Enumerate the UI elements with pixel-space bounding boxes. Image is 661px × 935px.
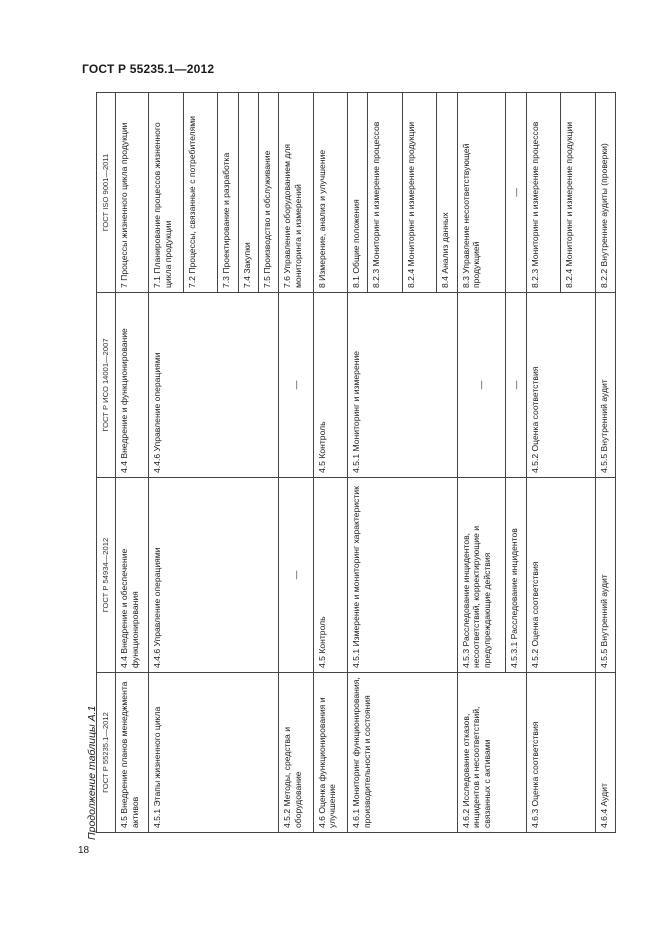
cell-9001: 8.2.2 Внутренние аудиты (проверки): [595, 93, 615, 293]
cell-9001: 8.1 Общие положения: [348, 93, 368, 293]
rotated-table-container: [96, 93, 616, 833]
cell-9001: 8.2.3 Мониторинг и измерение процессов: [526, 93, 560, 293]
page-number: 18: [78, 845, 90, 856]
table-header-row: [97, 93, 116, 833]
cell-54934: 4.5.5 Внутренний аудит: [595, 478, 615, 673]
cell-54934: 4.5.1 Измерение и мониторинг характеристик: [348, 478, 458, 673]
cell-9001: 8.2.3 Мониторинг и измерение процессов: [368, 93, 402, 293]
cell-14001: —: [457, 293, 506, 478]
cell-14001: 4.5.5 Внутренний аудит: [595, 293, 615, 478]
table-row: [279, 93, 313, 833]
cell-54934: 4.5.3 Расследование инцидентов, несоответствий, корректирующие и предупреждающие действия: [457, 478, 506, 673]
table-caption: Продолжение таблицы А.1: [86, 705, 98, 840]
cell-14001: 4.5.2 Оценка соответствия: [526, 293, 595, 478]
cell-55235: 4.6.3 Оценка соответствия: [526, 673, 595, 833]
header-iso-14001: ГОСТ Р ИСО 14001—2007: [97, 293, 116, 478]
table-row: [149, 93, 183, 833]
cell-55235: 4.5.1 Этапы жизненного цикла: [149, 673, 279, 833]
cell-55235: 4.6.2 Исследование отказов, инцидентов и несоответствий, связанных с активами: [457, 673, 526, 833]
cell-9001: 7.2 Процессы, связанные с потребителями: [183, 93, 217, 293]
cell-9001: 8.3 Управление несоответствующей продукцией: [457, 93, 506, 293]
cell-14001: —: [506, 293, 526, 478]
cell-54934: 4.4.6 Управление операциями: [149, 478, 279, 673]
header-gost-55235: ГОСТ Р 55235.1—2012: [97, 673, 116, 833]
cell-54934: —: [279, 478, 313, 673]
cell-9001: 7.4 Закупки: [238, 93, 258, 293]
header-iso-9001: ГОСТ ISO 9001—2011: [97, 93, 116, 293]
cell-9001: —: [506, 93, 526, 293]
cell-9001: 7 Процессы жизненного цикла продукции: [116, 93, 149, 293]
cell-9001: 8 Измерение, анализ и улучшение: [313, 93, 347, 293]
cell-9001: 7.1 Планирование процессов жизненного цикла продукции: [149, 93, 183, 293]
table-row: [526, 93, 560, 833]
cell-54934: 4.4 Внедрение и обеспечение функционирования: [116, 478, 149, 673]
cell-9001: 7.6 Управление оборудованием для мониторинга и измерений: [279, 93, 313, 293]
table-row: [457, 93, 506, 833]
cell-14001: 4.5.1 Мониторинг и измерение: [348, 293, 458, 478]
cell-9001: 7.5 Производство и обслуживание: [258, 93, 278, 293]
cell-54934: 4.5.2 Оценка соответствия: [526, 478, 595, 673]
cell-55235: 4.6.1 Мониторинг функционирования, производительности и состояния: [348, 673, 458, 833]
cell-14001: 4.5 Контроль: [313, 293, 347, 478]
table-row: [348, 93, 368, 833]
cell-14001: 4.4 Внедрение и функционирование: [116, 293, 149, 478]
cell-14001: —: [279, 293, 313, 478]
cell-9001: 8.2.4 Мониторинг и измерение продукции: [402, 93, 436, 293]
cell-9001: 7.3 Проектирование и разработка: [218, 93, 238, 293]
table-row: [116, 93, 149, 833]
cell-55235: 4.6.4 Аудит: [595, 673, 615, 833]
cell-14001: 4.4.6 Управление операциями: [149, 293, 279, 478]
table-row: [313, 93, 347, 833]
cell-55235: 4.6 Оценка функционирования и улучшение: [313, 673, 347, 833]
cell-55235: 4.5 Внедрение планов менеджмента активов: [116, 673, 149, 833]
cell-54934: 4.5 Контроль: [313, 478, 347, 673]
document-title: ГОСТ Р 55235.1—2012: [82, 62, 215, 76]
cell-55235: 4.5.2 Методы, средства и оборудование: [279, 673, 313, 833]
header-gost-54934: ГОСТ Р 54934—2012: [97, 478, 116, 673]
table-row: [595, 93, 615, 833]
cell-9001: 8.4 Анализ данных: [437, 93, 457, 293]
standards-comparison-table: [96, 92, 616, 833]
cell-54934: 4.5.3.1 Расследование инцидентов: [506, 478, 526, 673]
cell-9001: 8.2.4 Мониторинг и измерение продукции: [561, 93, 595, 293]
